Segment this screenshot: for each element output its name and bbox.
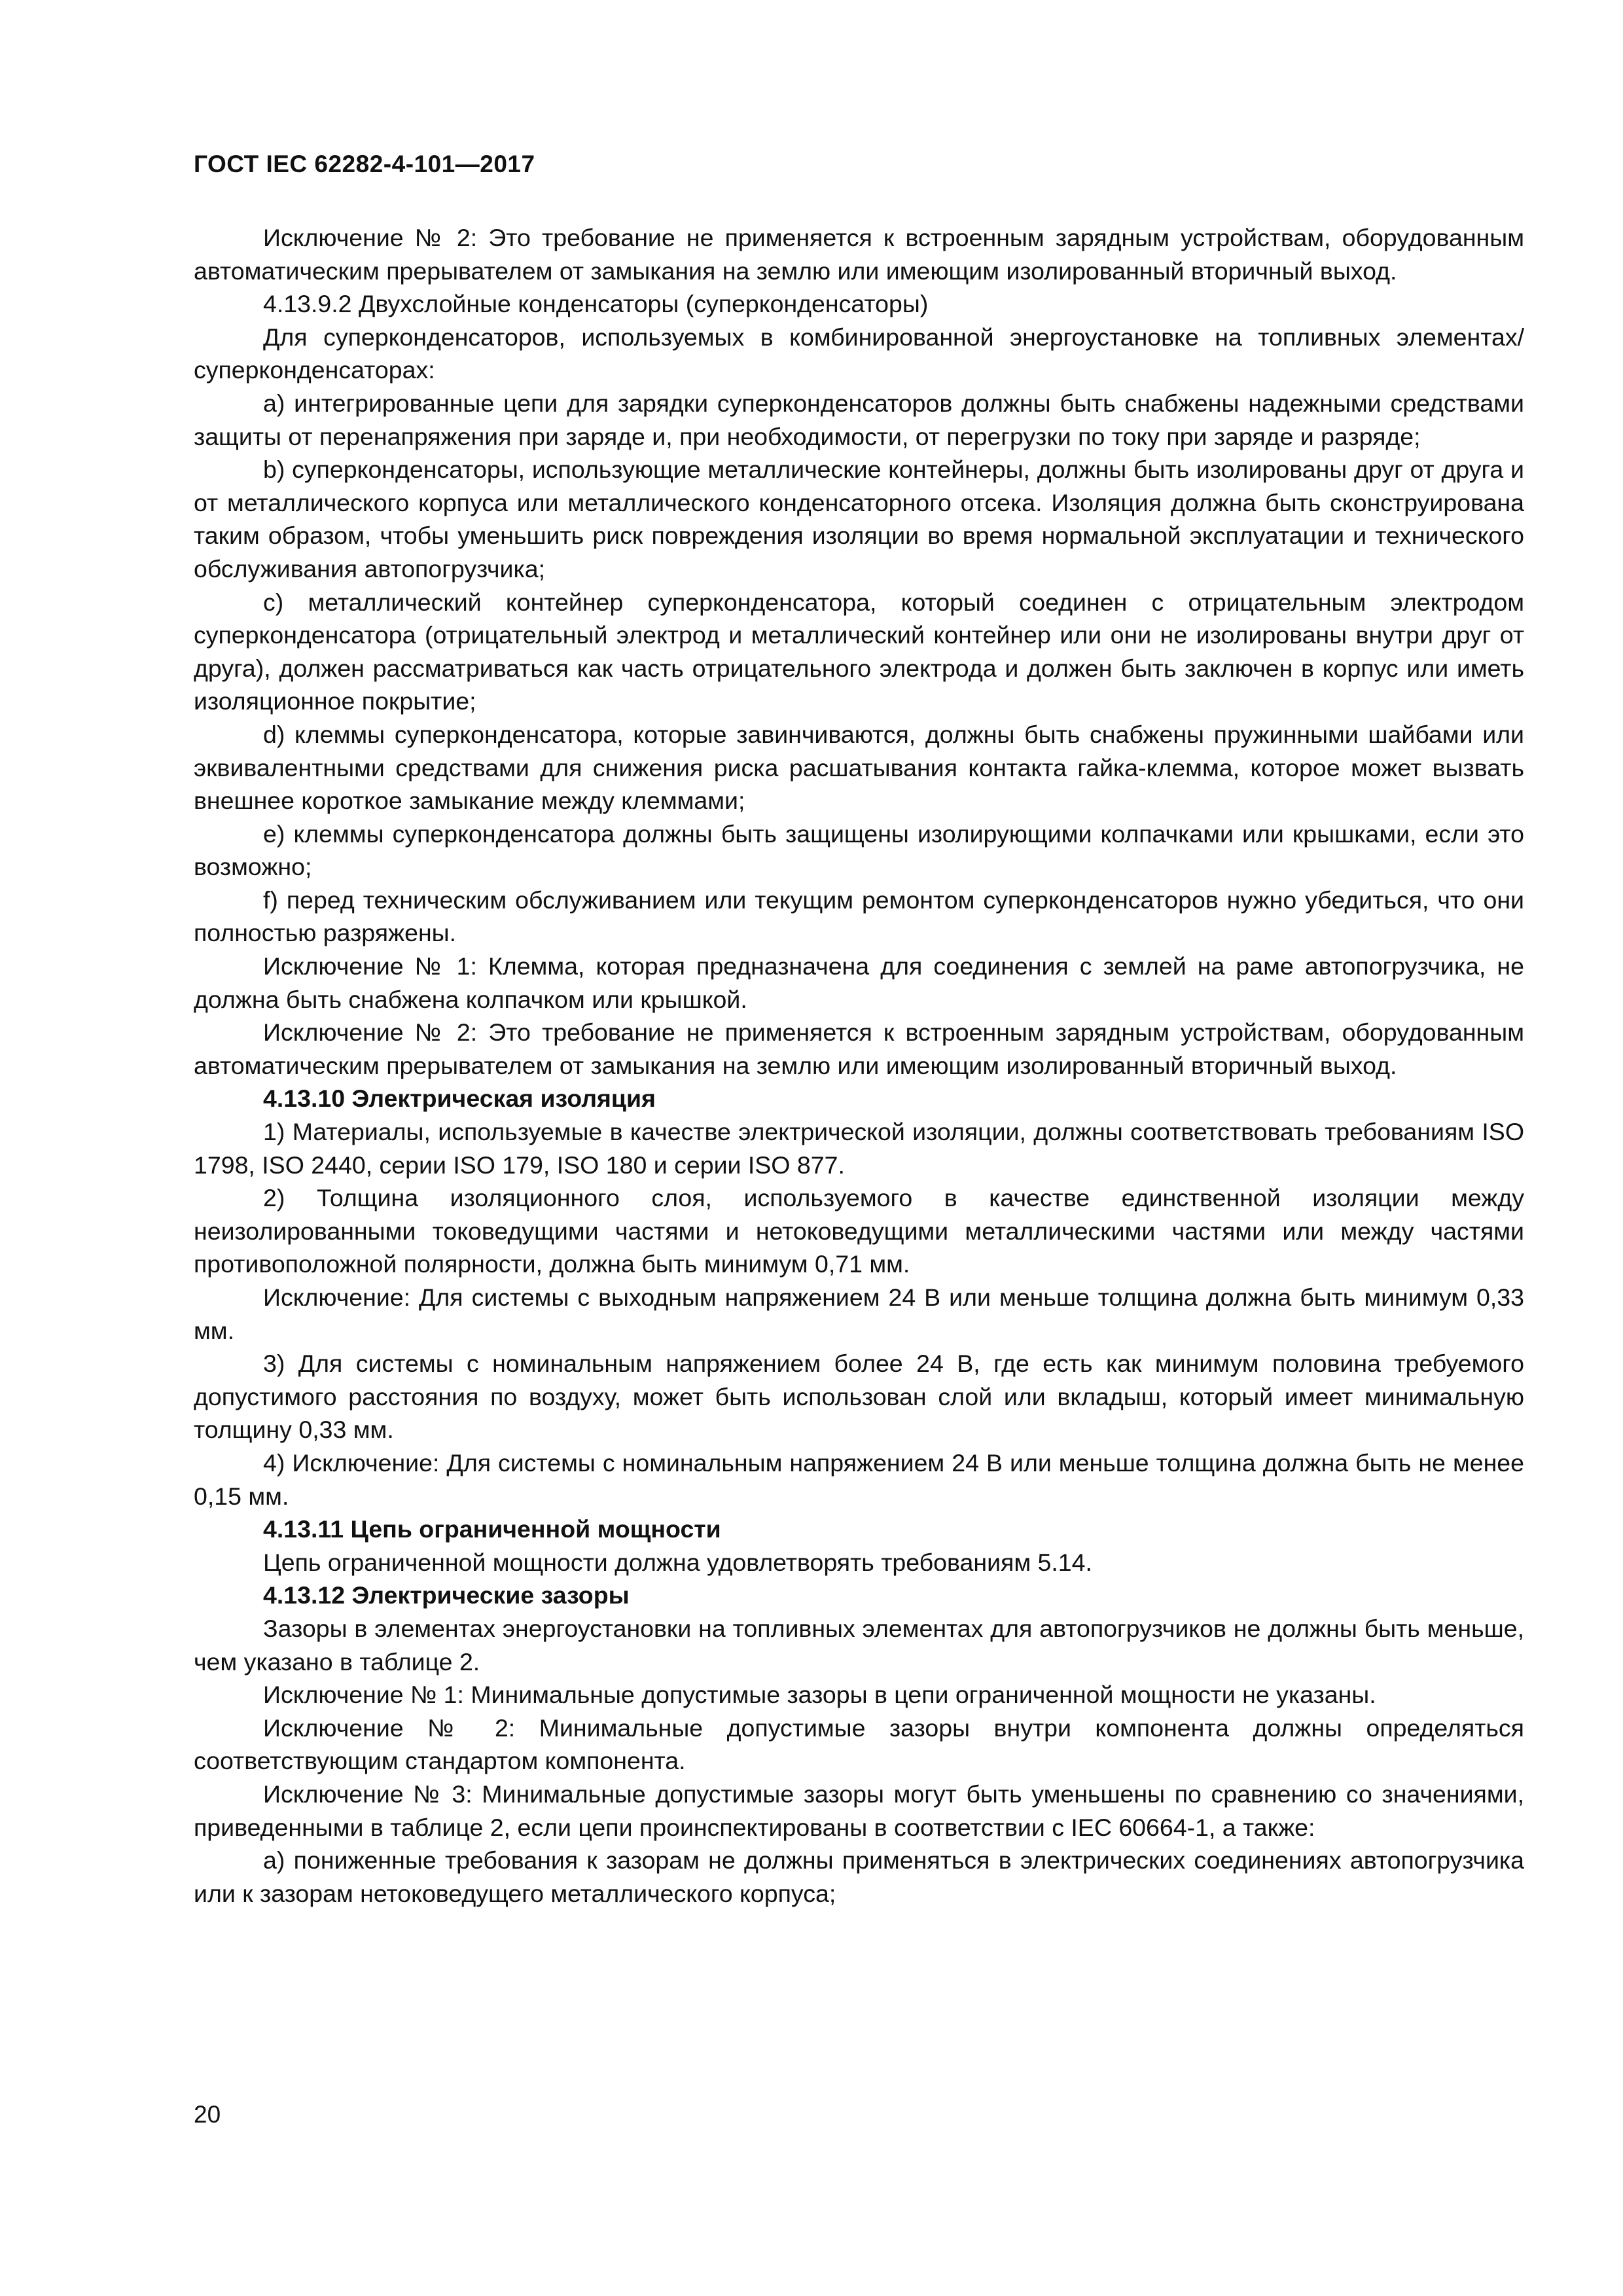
section-4-13-10-heading: 4.13.10 Электрическая изоляция bbox=[263, 1085, 656, 1113]
document-header: ГОСТ IEC 62282-4-101—2017 bbox=[194, 151, 535, 177]
list-item-c: c) металлический контейнер суперконденсатора, который соединен с отрицательным электродом суперконденсатора (отрицательный электрод и металлический контейнер или они не изолированы внутри друг от друга), должен рассматриваться как часть отрицательного электрода и должен быть заключен в корпус или иметь изоляционное покрытие; bbox=[194, 588, 1524, 715]
paragraph-exception-1: Исключение № 1: Клемма, которая предназначена для соединения с землей на раме автопогрузчика, не должна быть снабжена колпачком или крышкой. bbox=[194, 952, 1524, 1013]
insulation-item-3: 3) Для системы с номинальным напряжением более 24 В, где есть как минимум половина требуемого допустимого расстояния по воздуху, может быть использован слой или вкладыш, который имеет минимальную толщину 0,33 мм. bbox=[194, 1350, 1524, 1444]
clearances-exception-3: Исключение № 3: Минимальные допустимые зазоры могут быть уменьшены по сравнению со значениями, приведенными в таблице 2, если цепи проинспектированы в соответствии с IEC 60664-1, а также: bbox=[194, 1780, 1524, 1841]
list-item-a: a) интегрированные цепи для зарядки суперконденсаторов должны быть снабжены надежными средствами защиты от перенапряжения при заряде и, при необходимости, от перегрузки по току при заряде и разряде; bbox=[194, 389, 1524, 450]
paragraph-exception-2: Исключение № 2: Это требование не применяется к встроенным зарядным устройствам, оборудованным автоматическим прерывателем от замыкания на землю или имеющим изолированный вторичный выход. bbox=[194, 224, 1524, 285]
list-item-b: b) суперконденсаторы, использующие металлические контейнеры, должны быть изолированы друг от друга и от металлического корпуса или металлического конденсаторного отсека. Изоляция должна быть сконструирована таким образом, чтобы уменьшить риск повреждения изоляции во время нормальной эксплуатации и технического обслуживания автопогрузчика; bbox=[194, 456, 1524, 583]
section-4-13-11-heading: 4.13.11 Цепь ограниченной мощности bbox=[263, 1515, 721, 1543]
page-number: 20 bbox=[194, 2101, 221, 2128]
insulation-item-4: 4) Исключение: Для системы с номинальным напряжением 24 В или меньше толщина должна быть не менее 0,15 мм. bbox=[194, 1448, 1524, 1510]
document-body bbox=[194, 221, 1524, 1910]
insulation-item-2: 2) Толщина изоляционного слоя, используемого в качестве единственной изоляции между неизолированными токоведущими частями и нетоковедущими металлическими частями или между частями противоположной полярности, должна быть минимум 0,71 мм. bbox=[194, 1184, 1524, 1278]
insulation-exception: Исключение: Для системы с выходным напряжением 24 В или меньше толщина должна быть минимум 0,33 мм. bbox=[194, 1283, 1524, 1344]
section-4-13-9-2-title: 4.13.9.2 Двухслойные конденсаторы (суперконденсаторы) bbox=[263, 290, 929, 318]
paragraph-exception-2-repeat: Исключение № 2: Это требование не применяется к встроенным зарядным устройствам, оборудованным автоматическим прерывателем от замыкания на землю или имеющим изолированный вторичный выход. bbox=[194, 1018, 1524, 1079]
limited-power-paragraph: Цепь ограниченной мощности должна удовлетворять требованиям 5.14. bbox=[263, 1548, 1092, 1576]
section-4-13-12-heading: 4.13.12 Электрические зазоры bbox=[263, 1581, 630, 1609]
clearances-exception-2: Исключение № 2: Минимальные допустимые зазоры внутри компонента должны определяться соответствующим стандартом компонента. bbox=[194, 1713, 1524, 1775]
clearances-paragraph: Зазоры в элементах энергоустановки на топливных элементах для автопогрузчиков не должны быть меньше, чем указано в таблице 2. bbox=[194, 1614, 1524, 1676]
paragraph-supercapacitors-intro: Для суперконденсаторов, используемых в комбинированной энергоустановке на топливных элементах/суперконденсаторах: bbox=[194, 323, 1524, 384]
clearances-exception-1: Исключение № 1: Минимальные допустимые зазоры в цепи ограниченной мощности не указаны. bbox=[263, 1681, 1376, 1709]
list-item-f: f) перед техническим обслуживанием или текущим ремонтом суперконденсаторов нужно убедиться, что они полностью разряжены. bbox=[194, 886, 1524, 947]
list-item-d: d) клеммы суперконденсатора, которые завинчиваются, должны быть снабжены пружинными шайбами или эквивалентными средствами для снижения риска расшатывания контакта гайка-клемма, которое может вызвать внешнее короткое замыкание между клеммами; bbox=[194, 720, 1524, 815]
list-item-e: e) клеммы суперконденсатора должны быть защищены изолирующими колпачками или крышками, если это возможно; bbox=[194, 819, 1524, 881]
clearances-item-a: a) пониженные требования к зазорам не должны применяться в электрических соединениях автопогрузчика или к зазорам нетоковедущего металлического корпуса; bbox=[194, 1846, 1524, 1907]
insulation-item-1: 1) Материалы, используемые в качестве электрической изоляции, должны соответствовать требованиям ISO 1798, ISO 2440, серии ISO 179, ISO 180 и серии ISO 877. bbox=[194, 1118, 1524, 1179]
